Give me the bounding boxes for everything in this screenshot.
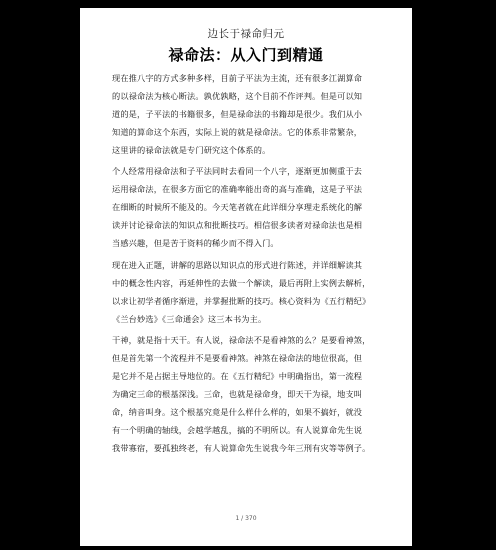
text-line: 有一个明确的轴线，会越学越乱，搞的不明所以。有人说算命先生说 xyxy=(112,424,363,435)
text-line: 但是首先第一个流程并不是要看神煞。神煞在禄命法的地位很高，但 xyxy=(112,353,363,364)
text-line: 以求让初学者循序渐进，并掌握批断的技巧。核心资料为《五行精纪》 xyxy=(112,295,371,306)
body-text xyxy=(112,70,384,458)
text-line: 个人经常用禄命法和子平法同时去看同一个八字，逐渐更加侧重于去 xyxy=(112,166,363,177)
text-line: 《兰台妙选》《三命通会》这三本书为主。 xyxy=(112,313,267,324)
text-line: 知道的算命这个东西，实际上说的就是禄命法。它的体系非常繁杂， xyxy=(112,126,363,137)
paragraph xyxy=(112,257,384,329)
page-title: 禄命法：从入门到精通 xyxy=(168,46,324,64)
text-line: 中的概念性内容，再延伸性的去做一个解读，最后再附上实例去解析， xyxy=(112,277,371,288)
text-line: 的以禄命法为核心断法。孰优孰略，这个目前不作评判。但是可以知 xyxy=(112,90,363,101)
paragraph xyxy=(112,332,384,457)
text-line: 现在进入正题，讲解的思路以知识点的形式进行陈述，并详细解读其 xyxy=(112,259,363,270)
text-line: 我带寡宿，要孤独终老，有人说算命先生说我今年三刑有灾等等例子。 xyxy=(112,442,371,453)
text-line: 道的是，子平法的书籍很多，但是禄命法的书籍却是很少。我们从小 xyxy=(112,108,363,119)
paragraph xyxy=(112,70,384,159)
text-line: 这里讲的禄命法就是专门研究这个体系的。 xyxy=(112,144,271,155)
text-line: 当感兴趣，但是苦于资料的稀少而不得入门。 xyxy=(112,238,279,249)
document-page xyxy=(80,8,412,546)
running-header: 边长于禄命归元 xyxy=(207,28,285,40)
page-number: 1 / 370 xyxy=(235,515,257,522)
text-line: 为确定三命的根基深浅。三命，也就是禄命身，即天干为禄，地支叫 xyxy=(112,389,363,400)
paragraph xyxy=(112,163,384,252)
text-line: 现在推八字的方式多种多样，目前子平法为主流，还有很多江湖算命 xyxy=(112,73,363,83)
text-line: 命，纳音叫身。这个根基究竟是什么样什么样的，如果不搞好，就没 xyxy=(112,407,363,418)
text-line: 是它并不是占据主导地位的。在《五行精纪》中明确指出，第一流程 xyxy=(112,371,363,382)
text-line: 干神，就是指十天干。有人说，禄命法不是看神煞的么？是要看神煞， xyxy=(112,335,371,346)
text-line: 运用禄命法，在很多方面它的准确率能出奇的高与准确，这是子平法 xyxy=(112,184,363,195)
text-line: 读并讨论禄命法的知识点和批断技巧。相信很多读者对禄命法也是相 xyxy=(112,220,363,231)
text-line: 在细断的时候所不能及的。今天笔者就在此详细分享理走系统化的解 xyxy=(112,202,363,213)
